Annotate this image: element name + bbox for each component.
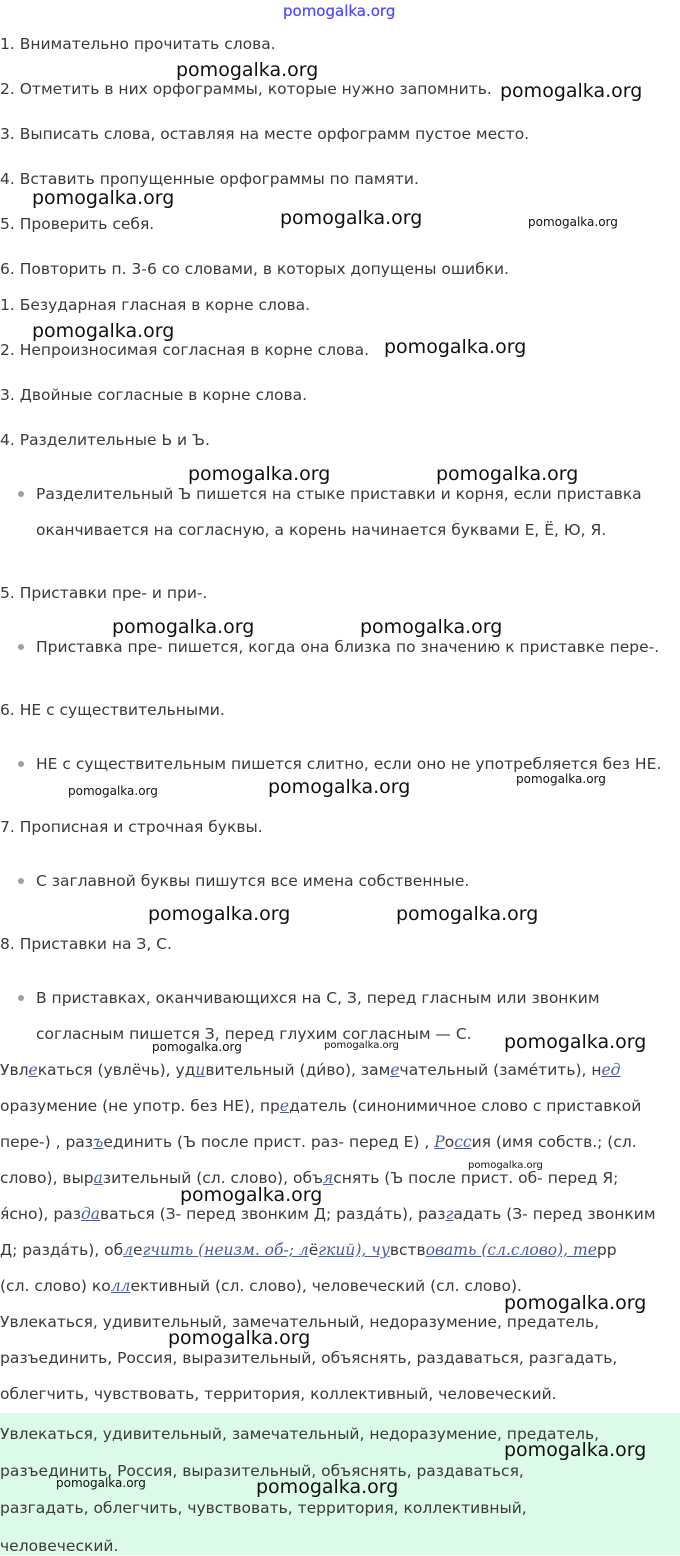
annotated-line-6: Д; разда́ть), облегчить (неизм. об-; лёгкий), чувствовать (сл.слово), терр [0,1241,617,1259]
annotated-line-4: слово), выразительный (сл. слово), объяснять (Ъ после прист. об- перед Я; [0,1169,619,1187]
watermark: pomogalka.org [68,784,158,798]
watermark: pomogalka.org [256,1476,399,1498]
watermark: pomogalka.org [396,903,539,925]
bullet-dot [18,878,24,884]
answer-line-4: человеческий. [0,1537,119,1555]
answer-line-3: разгадать, облегчить, чувствовать, территория, коллективный, [0,1499,527,1517]
step-4: 4. Вставить пропущенные орфограммы по памяти. [0,170,419,188]
watermark: pomogalka.org [504,1031,647,1053]
plain-line-1: Увлекаться, удивительный, замечательный, недоразумение, предатель, [0,1313,600,1331]
watermark: pomogalka.org [324,1040,399,1051]
watermark: pomogalka.org [528,215,618,229]
watermark: pomogalka.org [112,616,255,638]
watermark: pomogalka.org [188,463,331,485]
annotated-line-2: оразумение (не употр. без НЕ), предатель (синонимичное слово с приставкой [0,1097,642,1115]
watermark: pomogalka.org [148,903,291,925]
rule-4-bullet-line-1: Разделительный Ъ пишется на стыке приставки и корня, если приставка [36,485,642,503]
plain-line-2: разъединить, Россия, выразительный, объяснять, раздаваться, разгадать, [0,1349,618,1367]
watermark: pomogalka.org [180,1184,323,1206]
watermark-top: pomogalka.org [283,2,396,20]
watermark: pomogalka.org [56,1476,146,1490]
rule-5-title: 5. Приставки пре- и при-. [0,584,208,602]
step-2: 2. Отметить в них орфограммы, которые нужно запомнить. [0,80,492,98]
answer-line-2: разъединить, Россия, выразительный, объяснять, раздаваться, [0,1462,524,1480]
bullet-dot [18,995,24,1001]
bullet-dot [18,761,24,767]
step-5: 5. Проверить себя. [0,215,155,233]
rule-6-title: 6. НЕ с существительными. [0,701,225,719]
watermark: pomogalka.org [436,463,579,485]
rule-4-bullet-line-2: оканчивается на согласную, а корень начинается буквами Е, Ё, Ю, Я. [36,521,607,539]
rule-8-title: 8. Приставки на З, С. [0,935,172,953]
watermark: pomogalka.org [504,1439,647,1461]
watermark: pomogalka.org [384,336,527,358]
annotated-line-3: пере-) , разъединить (Ъ после прист. раз- перед Е) , Россия (имя собств.; (сл. [0,1133,637,1151]
rule-2-title: 2. Непроизносимая согласная в корне слова. [0,341,370,359]
rule-8-bullet-line-2: согласным пишется З, перед глухим согласным — С. [36,1025,472,1043]
watermark: pomogalka.org [268,776,411,798]
step-1: 1. Внимательно прочитать слова. [0,35,276,53]
rule-5-bullet-line-1: Приставка пре- пишется, когда она близка по значению к приставке пере-. [36,638,660,656]
watermark: pomogalka.org [504,1292,647,1314]
watermark: pomogalka.org [32,320,175,342]
answer-line-1: Увлекаться, удивительный, замечательный, недоразумение, предатель, [0,1425,600,1443]
watermark: pomogalka.org [516,772,606,786]
annotated-line-5: я́сно), раздаваться (З- перед звонким Д; разда́ть), разгадать (З- перед звонким [0,1205,656,1223]
watermark: pomogalka.org [168,1327,311,1349]
rule-3-title: 3. Двойные согласные в корне слова. [0,386,308,404]
step-6: 6. Повторить п. 3-6 со словами, в которых допущены ошибки. [0,260,510,278]
rule-7-bullet-line-1: С заглавной буквы пишутся все имена собственные. [36,872,470,890]
watermark: pomogalka.org [360,616,503,638]
step-3: 3. Выписать слова, оставляя на месте орфограмм пустое место. [0,125,530,143]
annotated-line-1: Увлекаться (увлёчь), удивительный (ди́во), замечательный (замéтить), нед [0,1061,621,1079]
watermark: pomogalka.org [176,59,319,81]
rule-6-bullet-line-1: НЕ с существительным пишется слитно, если оно не употребляется без НЕ. [36,755,662,773]
rule-4-title: 4. Разделительные Ь и Ъ. [0,431,210,449]
annotated-line-7: (сл. слово) коллективный (сл. слово), человеческий (сл. слово). [0,1277,522,1295]
plain-line-3: облегчить, чувствовать, территория, коллективный, человеческий. [0,1385,557,1403]
bullet-dot [18,644,24,650]
rule-7-title: 7. Прописная и строчная буквы. [0,818,263,836]
bullet-dot [18,491,24,497]
watermark: pomogalka.org [280,207,423,229]
watermark: pomogalka.org [468,1160,543,1171]
rule-8-bullet-line-1: В приставках, оканчивающихся на С, З, перед гласным или звонким [36,989,600,1007]
watermark: pomogalka.org [500,80,643,102]
watermark: pomogalka.org [32,187,175,209]
rule-1-title: 1. Безударная гласная в корне слова. [0,296,311,314]
watermark: pomogalka.org [152,1040,242,1054]
